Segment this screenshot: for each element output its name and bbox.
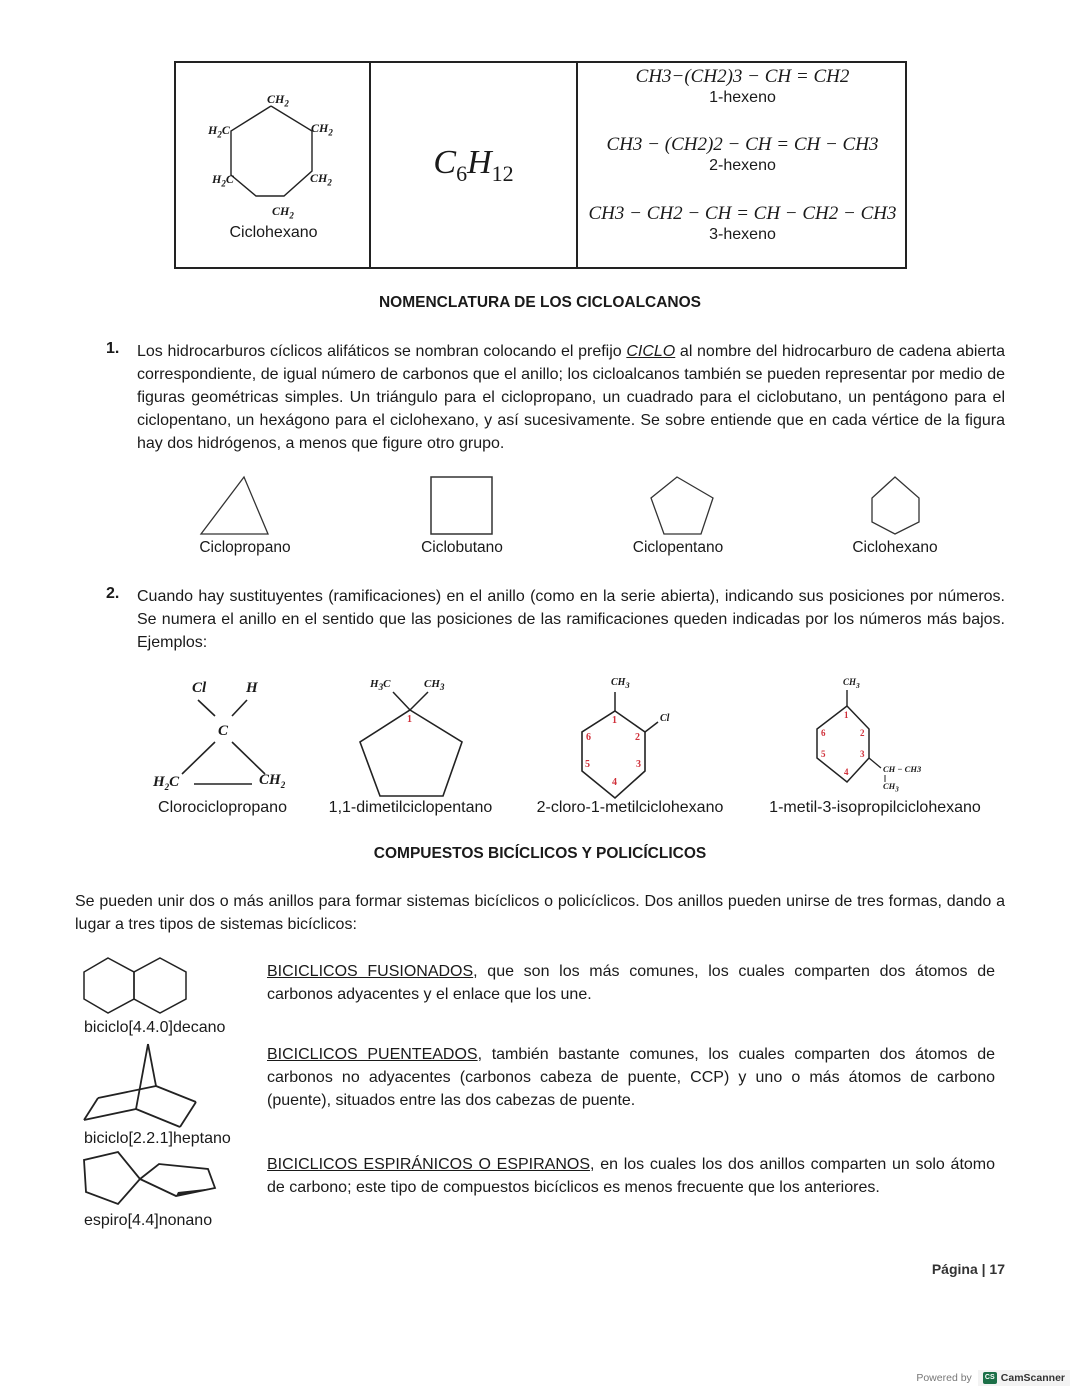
- position-number-6: 6: [821, 728, 826, 738]
- shape-caption-ciclohexano: Ciclohexano: [852, 539, 938, 556]
- spirononane-spiro-rings-icon: [84, 1152, 215, 1204]
- cyclohexane-structure-cell: [176, 63, 371, 267]
- hexagon-icon: [872, 477, 919, 534]
- ch2-label: $CH_2$: [259, 772, 286, 790]
- pentagon-icon: [651, 477, 713, 534]
- ch2-top-label: $CH_2$: [267, 92, 289, 109]
- position-number-4: 4: [612, 777, 617, 788]
- list-number-2: 2.: [106, 585, 120, 602]
- paragraph-rule-1: [137, 340, 1005, 455]
- bicyclic-structures-column: [78, 952, 268, 1232]
- example-metil-isopropilciclohexano: [805, 672, 945, 800]
- bicyclic-intro-paragraph: Se pueden unir dos o más anillos para formar sistemas bicíclicos o policíclicos. Dos anillos pueden unirse de tres formas, dando a lugar a tres tipos de sistemas bicíclicos:: [75, 893, 1005, 933]
- isomer-name-3: 3-hexeno: [709, 226, 776, 243]
- isomer-formula-1: CH3−(CH2)3 − CH = CH2: [635, 66, 850, 87]
- cl-label: Cl: [660, 713, 670, 724]
- triangle-icon: [201, 477, 268, 534]
- ch2-upper-right-label: $CH_2$: [311, 121, 333, 138]
- h-label: H: [246, 680, 258, 696]
- cl-label: Cl: [192, 680, 207, 696]
- example-caption-cloro-metilciclohexano: 2-cloro-1-metilciclohexano: [536, 799, 724, 816]
- example-cloro-metilciclohexano: [570, 672, 690, 800]
- cyclohexane-caption: Ciclohexano: [229, 224, 318, 241]
- fused-bicyclic-term: BICICLICOS FUSIONADOS: [267, 963, 474, 980]
- isomers-cell: [578, 63, 905, 267]
- camscanner-brand: [978, 1370, 1070, 1386]
- position-number-6: 6: [586, 732, 591, 743]
- position-number-1: 1: [612, 715, 617, 726]
- h2c-label: $H_2C$: [153, 774, 180, 792]
- metil-isopropilciclohexano-bonds: [805, 672, 945, 800]
- spiro-bicyclic-term: BICICLICOS ESPIRÁNICOS O ESPIRANOS: [267, 1156, 591, 1173]
- isomer-name-1: 1-hexeno: [709, 89, 776, 106]
- structure-caption-spirononane: espiro[4.4]nonano: [84, 1212, 213, 1229]
- bridged-bicyclic-text: , también bastante comunes, los cuales comparten dos átomos de carbonos no adyacentes (carbonos cabeza de puente, CCP) y uno o más átomos de carbono (puente), situados entre las dos cabezas de puente.: [267, 1046, 996, 1109]
- bridged-bicyclic-term: BICICLICOS PUENTEADOS: [267, 1046, 478, 1063]
- example-clorociclopropano: [140, 672, 310, 797]
- position-number-3: 3: [860, 749, 865, 759]
- camscanner-logo-icon: CS: [983, 1372, 997, 1384]
- ch2-lower-right-label: $CH_2$: [310, 171, 332, 188]
- section-heading-cycloalkane-nomenclature: NOMENCLATURA DE LOS CICLOALCANOS: [378, 294, 702, 311]
- isopropyl-branch-label: CH − CH3: [883, 764, 922, 774]
- ch3-label: $CH_3$: [424, 678, 445, 693]
- position-number-5: 5: [585, 759, 590, 770]
- bridged-bicyclic-description: [267, 1043, 995, 1112]
- position-number-1: 1: [844, 710, 849, 720]
- molecular-formula-cell: [371, 63, 578, 267]
- structure-caption-norbornane: biciclo[2.2.1]heptano: [84, 1130, 231, 1147]
- example-caption-clorociclopropano: Clorociclopropano: [158, 799, 287, 816]
- spiro-bicyclic-text: , en los cuales los dos anillos comparten un solo átomo de carbono; este tipo de compuestos bicíclicos es menos frecuente que los anteriores.: [267, 1156, 996, 1196]
- decalin-fused-rings-icon: [84, 958, 186, 1013]
- h2c-upper-left-label: $H_2C$: [208, 123, 230, 140]
- h3c-label: $H_3C$: [370, 678, 391, 693]
- geometric-shapes-row: [180, 465, 960, 540]
- shape-caption-ciclopropano: Ciclopropano: [199, 539, 291, 556]
- isomer-formula-2: CH3 − (CH2)2 − CH = CH − CH3: [606, 134, 879, 155]
- h2c-lower-left-label: $H_2C$: [212, 172, 234, 189]
- fused-bicyclic-description: [267, 960, 995, 1006]
- ciclo-prefix-emphasis: CICLO: [626, 343, 676, 360]
- example-dimetilciclopentano: [340, 672, 480, 800]
- paragraph-rule-2: Cuando hay sustituyentes (ramificaciones) en el anillo (como en la serie abierta), indicando sus posiciones por números. Se numera el anillo en el sentido que las posiciones de las ramificaciones queden indicadas por los números más bajos. Ejemplos:: [137, 588, 1005, 651]
- position-number-4: 4: [844, 767, 849, 777]
- norbornane-bridged-rings-icon: [84, 1044, 196, 1127]
- camscanner-watermark: [916, 1370, 1070, 1386]
- list-number-1: 1.: [106, 340, 120, 357]
- position-number-5: 5: [821, 749, 826, 759]
- shape-caption-ciclopentano: Ciclopentano: [632, 539, 724, 556]
- example-caption-metil-isopropilciclohexano: 1-metil-3-isopropilciclohexano: [769, 799, 981, 816]
- position-number-2: 2: [635, 732, 640, 743]
- ch3-label: $CH_3$: [611, 677, 630, 690]
- position-number-3: 3: [636, 759, 641, 770]
- c-label: C: [218, 723, 229, 739]
- position-number-2: 2: [860, 728, 865, 738]
- powered-by-text: Powered by: [916, 1372, 972, 1384]
- dimetilciclopentano-bonds: [340, 672, 480, 800]
- section-heading-bicyclic-compounds: COMPUESTOS BICÍCLICOS Y POLICÍCLICOS: [373, 845, 707, 862]
- rule-1-text-start: Los hidrocarburos cíclicos alifáticos se nombran colocando el prefijo: [137, 343, 627, 360]
- structure-caption-decalin: biciclo[4.4.0]decano: [84, 1019, 226, 1036]
- shape-caption-ciclobutano: Ciclobutano: [421, 539, 503, 556]
- isopropyl-ch3-down-label: $CH_3$: [883, 781, 899, 794]
- fused-bicyclic-text: , que son los más comunes, los cuales comparten dos átomos de carbonos adyacentes y el enlace que los une.: [267, 963, 996, 1003]
- molecular-formula: $C_6H_{12}$: [433, 143, 514, 186]
- example-caption-dimetilciclopentano: 1,1-dimetilciclopentano: [328, 799, 493, 816]
- isomer-formula-3: CH3 − CH2 − CH = CH − CH2 − CH3: [588, 203, 897, 224]
- rule-1-text-end: al nombre del hidrocarburo de cadena abierta correspondiente, de igual número de carbonos que el anillo; los cicloalcanos también se pueden representar por medio de figuras geométricas simples. Un triángulo para el ciclopropano, un cuadrado para el ciclobutano, un pentágono para el ciclopentano, un hexágono para el ciclohexano, y así sucesivamente. Se sobre entiende que en cada vértice de la figura hay dos hidrógenos, a menos que figure otro grupo.: [137, 343, 1005, 452]
- square-icon: [431, 477, 492, 534]
- hexene-isomers-table: [174, 61, 907, 269]
- isomer-name-2: 2-hexeno: [709, 157, 776, 174]
- camscanner-label: CamScanner: [1000, 1372, 1065, 1384]
- spiro-bicyclic-description: [267, 1153, 995, 1199]
- ch3-label: $CH_3$: [843, 677, 860, 690]
- position-number-1: 1: [407, 714, 412, 725]
- page-number: Página | 17: [931, 1261, 1005, 1277]
- ch2-bottom-label: $CH_2$: [272, 204, 294, 221]
